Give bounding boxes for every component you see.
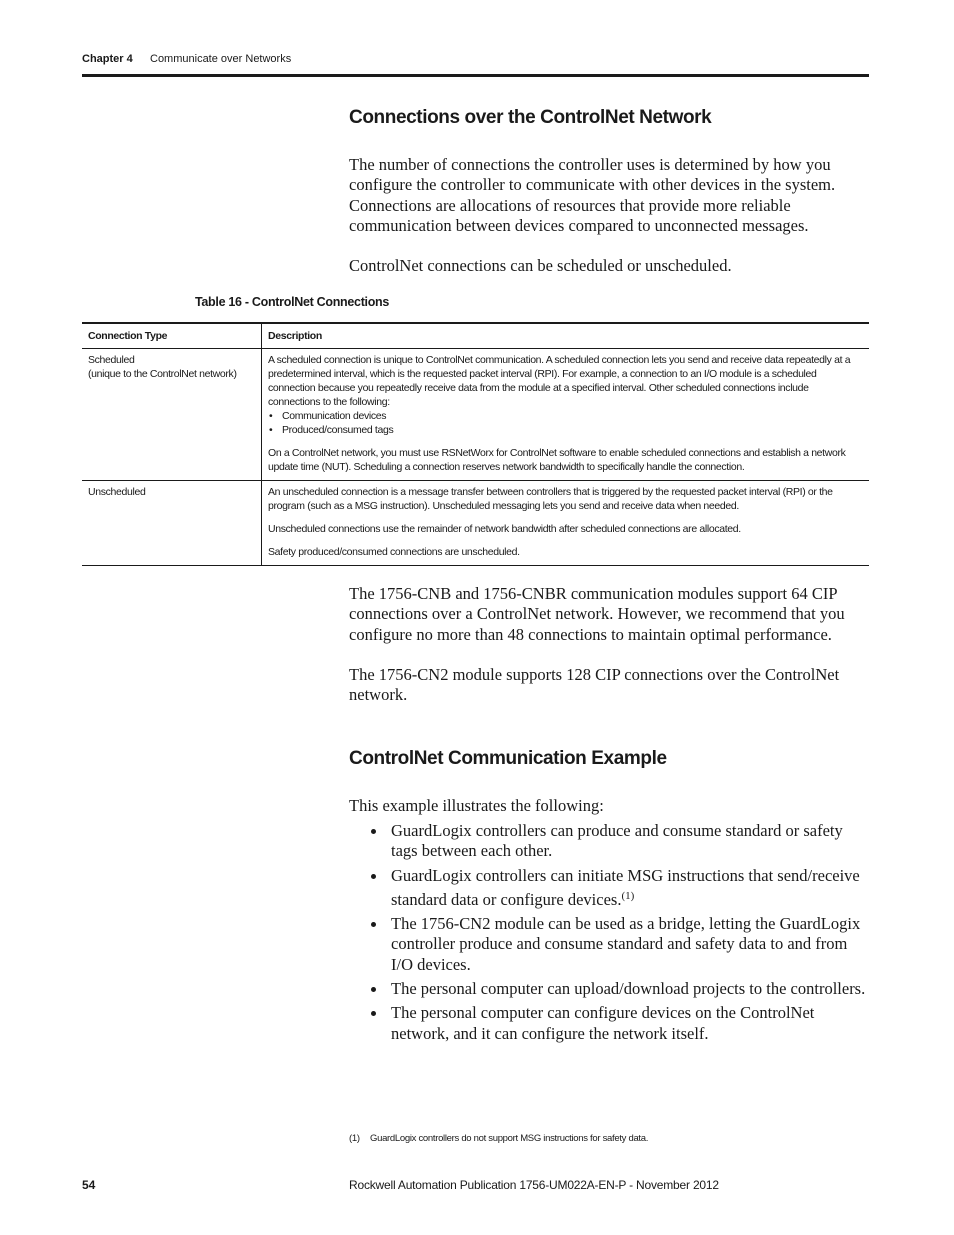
section-title-example: ControlNet Communication Example	[349, 748, 667, 769]
connection-type-note: (unique to the ControlNet network)	[88, 368, 237, 380]
paragraph: The 1756-CNB and 1756-CNBR communication modules support 64 CIP connections over a ControlNet network. However, we recommend that you configure no more than 48 connections to maintain optimal performance.	[349, 584, 845, 644]
paragraph: This example illustrates the following:	[349, 796, 604, 815]
list-item: • Produced/consumed tags	[268, 423, 863, 437]
section-title-connections: Connections over the ControlNet Network	[349, 107, 712, 128]
page-number: 54	[82, 1178, 96, 1192]
list-item-text: The 1756-CN2 module can be used as a bridge, letting the GuardLogix controller produce and consume standard and safety data to and from I/O devices.	[391, 914, 861, 974]
table-cell-description	[262, 349, 870, 481]
description-text: A scheduled connection is unique to ControlNet communication. A scheduled connection lets you send and receive data repeatedly at a predetermined interval, which is the requested packet interval (RPI). For example, a connection to an I/O module is a scheduled connection because you repeatedly receive data from the module at a specified interval. Other scheduled connections include connections to the following:	[268, 354, 851, 408]
paragraph: ControlNet connections can be scheduled or unscheduled.	[349, 256, 732, 275]
list-item	[349, 1003, 869, 1044]
bullet-icon	[371, 874, 376, 879]
table-caption: Table 16 - ControlNet Connections	[195, 295, 390, 309]
list-item-text: The personal computer can upload/download projects to the controllers.	[391, 979, 866, 999]
example-bullet-list	[349, 821, 869, 1048]
paragraph: The 1756-CN2 module supports 128 CIP connections over the ControlNet network.	[349, 665, 840, 705]
publication-info: Rockwell Automation Publication 1756-UM022A-EN-P - November 2012	[349, 1178, 719, 1192]
list-item-text: GuardLogix controllers can initiate MSG instructions that send/receive standard data or configure devices.	[391, 865, 860, 909]
list-item-text: The personal computer can configure devices on the ControlNet network, and it can configure the network itself.	[391, 1003, 815, 1043]
footnote-reference[interactable]: (1)	[621, 889, 635, 902]
controlnet-connections-table	[82, 322, 869, 566]
bullet-icon	[371, 829, 376, 834]
bullet-icon	[371, 1011, 376, 1016]
table-row	[82, 481, 869, 566]
description-text: Unscheduled connections use the remainder of network bandwidth after scheduled connections are allocated.	[268, 523, 741, 535]
table-row	[82, 349, 869, 481]
header-rule	[82, 74, 869, 77]
description-bullet-list	[268, 409, 863, 437]
table-cell-type	[82, 481, 262, 566]
chapter-title: Communicate over Networks	[150, 53, 292, 65]
list-item-text: GuardLogix controllers can produce and consume standard or safety tags between each other.	[391, 821, 843, 861]
table-cell-description	[262, 481, 870, 566]
paragraph: The number of connections the controller uses is determined by how you configure the controller to communicate with other devices in the system. Connections are allocations of resources that provide more reliable communication between devices compared to unconnected messages.	[349, 155, 836, 235]
connection-type: Scheduled	[88, 354, 135, 366]
description-text: Safety produced/consumed connections are unscheduled.	[268, 546, 520, 558]
bullet-icon	[371, 922, 376, 927]
list-item	[349, 979, 869, 999]
column-header: Description	[262, 323, 870, 349]
bullet-icon	[371, 987, 376, 992]
chapter-label: Chapter 4	[82, 53, 133, 65]
description-text: An unscheduled connection is a message transfer between controllers that is triggered by the requested packet interval (RPI) or the program (such as a MSG instruction). Unscheduled messaging lets you send and receive data when needed.	[268, 486, 833, 512]
column-header: Connection Type	[82, 323, 262, 349]
table-cell-type	[82, 349, 262, 481]
footnote-mark: (1)	[349, 1133, 360, 1144]
list-item	[349, 914, 869, 975]
list-item: • Communication devices	[268, 409, 863, 423]
footnote	[349, 1133, 648, 1144]
footnote-text: GuardLogix controllers do not support MSG instructions for safety data.	[370, 1133, 649, 1144]
table-header-row	[82, 323, 869, 349]
description-text: On a ControlNet network, you must use RSNetWorx for ControlNet software to enable scheduled connections and establish a network update time (NUT). Scheduling a connection reserves network bandwidth to specifically handle the connection.	[268, 447, 846, 473]
list-item	[349, 821, 869, 862]
list-item	[349, 866, 869, 911]
connection-type: Unscheduled	[88, 486, 146, 498]
